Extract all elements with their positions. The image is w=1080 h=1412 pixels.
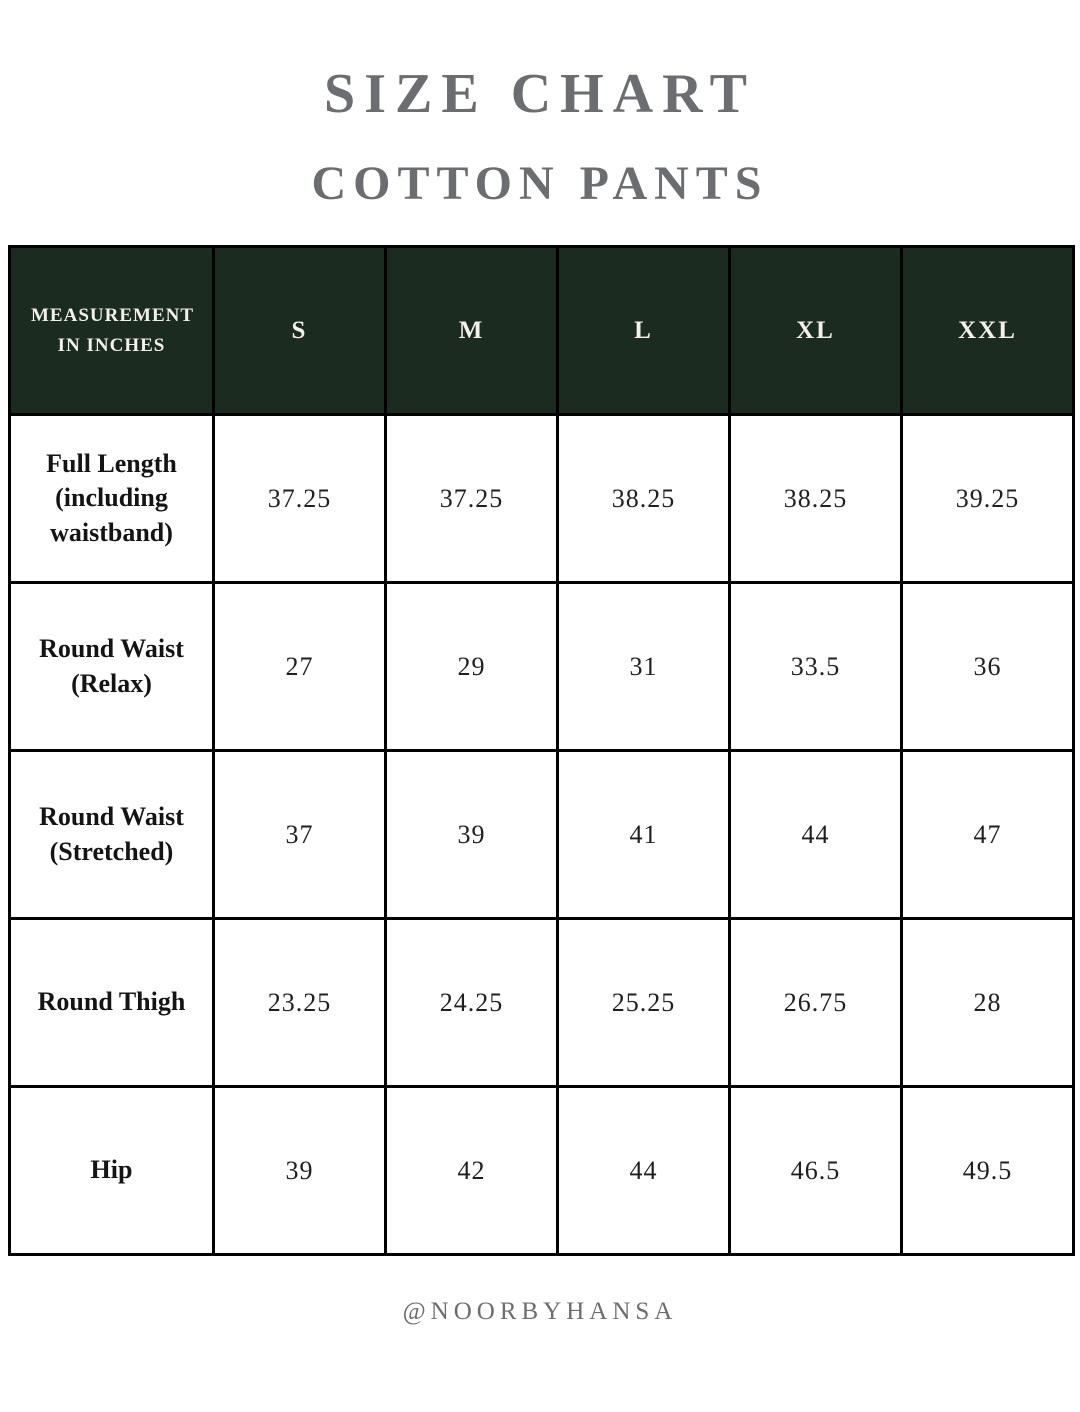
row-label: Hip xyxy=(10,1087,214,1255)
cell-value: 39 xyxy=(386,751,558,919)
cell-value: 39 xyxy=(214,1087,386,1255)
cell-value: 28 xyxy=(902,919,1074,1087)
cell-value: 27 xyxy=(214,583,386,751)
page-subtitle: COTTON PANTS xyxy=(311,157,769,210)
column-header-xxl: XXL xyxy=(902,247,1074,415)
cell-value: 37 xyxy=(214,751,386,919)
column-header-l: L xyxy=(558,247,730,415)
column-header-m: M xyxy=(386,247,558,415)
table-row-round-waist-relax xyxy=(10,583,1074,751)
cell-value: 46.5 xyxy=(730,1087,902,1255)
cell-value: 37.25 xyxy=(386,415,558,583)
row-label: Round Waist (Relax) xyxy=(10,583,214,751)
cell-value: 44 xyxy=(558,1087,730,1255)
cell-value: 33.5 xyxy=(730,583,902,751)
table-row-hip xyxy=(10,1087,1074,1255)
cell-value: 25.25 xyxy=(558,919,730,1087)
size-chart-table xyxy=(8,245,1075,1256)
cell-value: 42 xyxy=(386,1087,558,1255)
cell-value: 29 xyxy=(386,583,558,751)
cell-value: 31 xyxy=(558,583,730,751)
page-title: SIZE CHART xyxy=(324,63,756,125)
cell-value: 44 xyxy=(730,751,902,919)
cell-value: 39.25 xyxy=(902,415,1074,583)
cell-value: 36 xyxy=(902,583,1074,751)
cell-value: 26.75 xyxy=(730,919,902,1087)
size-chart-page xyxy=(0,62,1080,1412)
table-header-row xyxy=(10,247,1074,415)
cell-value: 49.5 xyxy=(902,1087,1074,1255)
table-row-round-thigh xyxy=(10,919,1074,1087)
brand-handle: @NOORBYHANSA xyxy=(402,1298,678,1325)
table-row-round-waist-stretched xyxy=(10,751,1074,919)
cell-value: 47 xyxy=(902,751,1074,919)
row-label: Round Waist (Stretched) xyxy=(10,751,214,919)
cell-value: 41 xyxy=(558,751,730,919)
table-row-full-length xyxy=(10,415,1074,583)
row-label: Round Thigh xyxy=(10,919,214,1087)
cell-value: 37.25 xyxy=(214,415,386,583)
column-header-s: S xyxy=(214,247,386,415)
row-label: Full Length (including waistband) xyxy=(10,415,214,583)
column-header-xl: XL xyxy=(730,247,902,415)
cell-value: 24.25 xyxy=(386,919,558,1087)
cell-value: 38.25 xyxy=(558,415,730,583)
cell-value: 38.25 xyxy=(730,415,902,583)
cell-value: 23.25 xyxy=(214,919,386,1087)
column-header-measurement: MEASUREMENT IN INCHES xyxy=(10,247,214,415)
